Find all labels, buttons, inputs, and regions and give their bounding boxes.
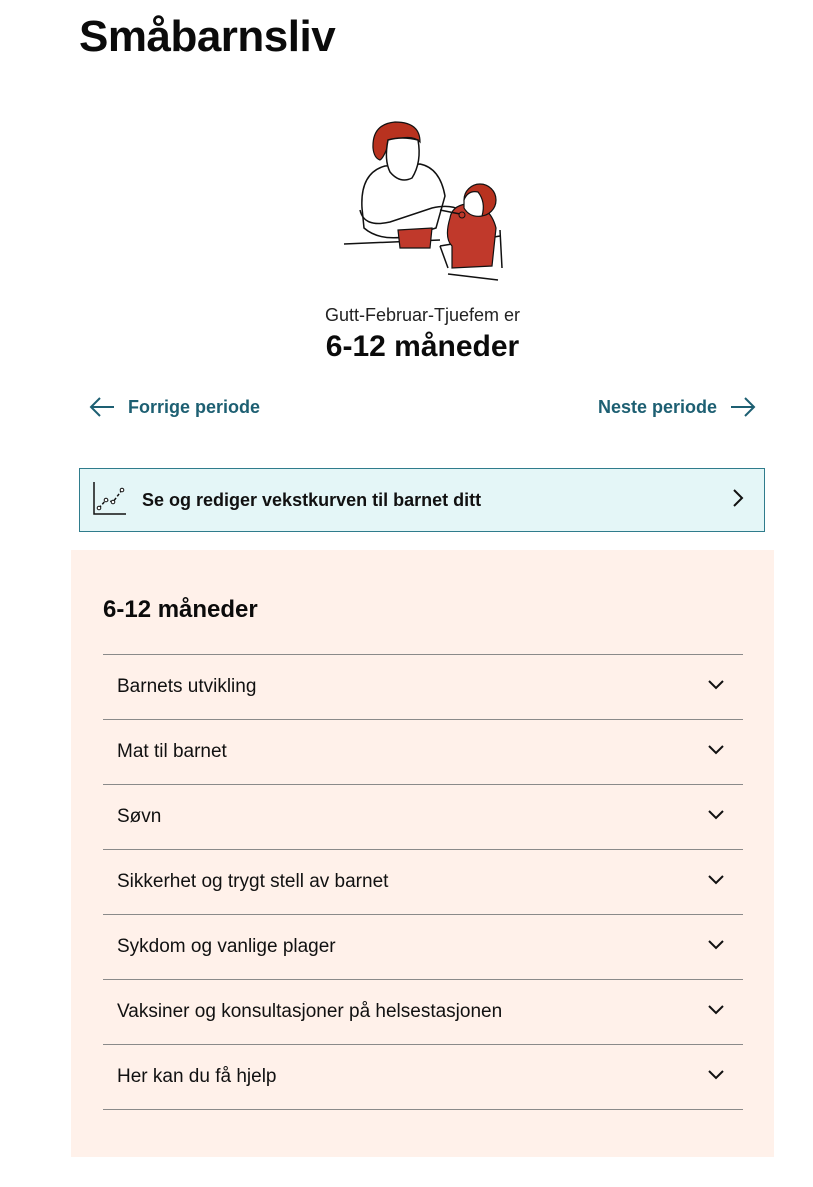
parent-feeding-child-illustration xyxy=(340,118,510,288)
topics-panel xyxy=(71,550,774,1157)
chevron-down-icon xyxy=(707,743,725,761)
chevron-down-icon xyxy=(707,808,725,826)
accordion-item-label: Sikkerhet og trygt stell av barnet xyxy=(117,871,389,892)
growth-chart-label: Se og rediger vekstkurven til barnet ditt xyxy=(142,489,482,510)
arrow-left-icon xyxy=(88,396,116,418)
chevron-down-icon xyxy=(707,678,725,696)
accordion-item-label: Sykdom og vanlige plager xyxy=(117,936,336,957)
chevron-right-icon xyxy=(732,488,744,513)
accordion-item[interactable] xyxy=(103,1045,743,1110)
accordion-item-label: Søvn xyxy=(117,806,162,827)
accordion-item-label: Mat til barnet xyxy=(117,741,227,762)
accordion-item[interactable] xyxy=(103,785,743,850)
accordion-item-label: Vaksiner og konsultasjoner på helsestasjonen xyxy=(117,1001,503,1022)
chevron-down-icon xyxy=(707,1003,725,1021)
topics-accordion xyxy=(103,654,743,1110)
accordion-item-label: Barnets utvikling xyxy=(117,676,257,697)
chevron-down-icon xyxy=(707,873,725,891)
growth-chart-button[interactable] xyxy=(79,468,765,532)
chevron-down-icon xyxy=(707,938,725,956)
age-heading: 6-12 måneder xyxy=(325,330,520,363)
page-title: Småbarnsliv xyxy=(79,12,336,61)
accordion-item[interactable] xyxy=(103,720,743,785)
next-period-link[interactable] xyxy=(598,396,757,418)
previous-period-link[interactable] xyxy=(88,396,260,418)
arrow-right-icon xyxy=(729,396,757,418)
chevron-down-icon xyxy=(707,1068,725,1086)
growth-chart-icon xyxy=(92,480,128,521)
accordion-item[interactable] xyxy=(103,980,743,1045)
child-intro-text: Gutt-Februar-Tjuefem er xyxy=(324,305,521,325)
accordion-item[interactable] xyxy=(103,850,743,915)
accordion-item-label: Her kan du få hjelp xyxy=(117,1066,277,1087)
accordion-item[interactable] xyxy=(103,655,743,720)
topics-heading: 6-12 måneder xyxy=(103,596,258,623)
accordion-item[interactable] xyxy=(103,915,743,980)
previous-period-label: Forrige periode xyxy=(128,396,261,417)
next-period-label: Neste periode xyxy=(597,396,717,417)
